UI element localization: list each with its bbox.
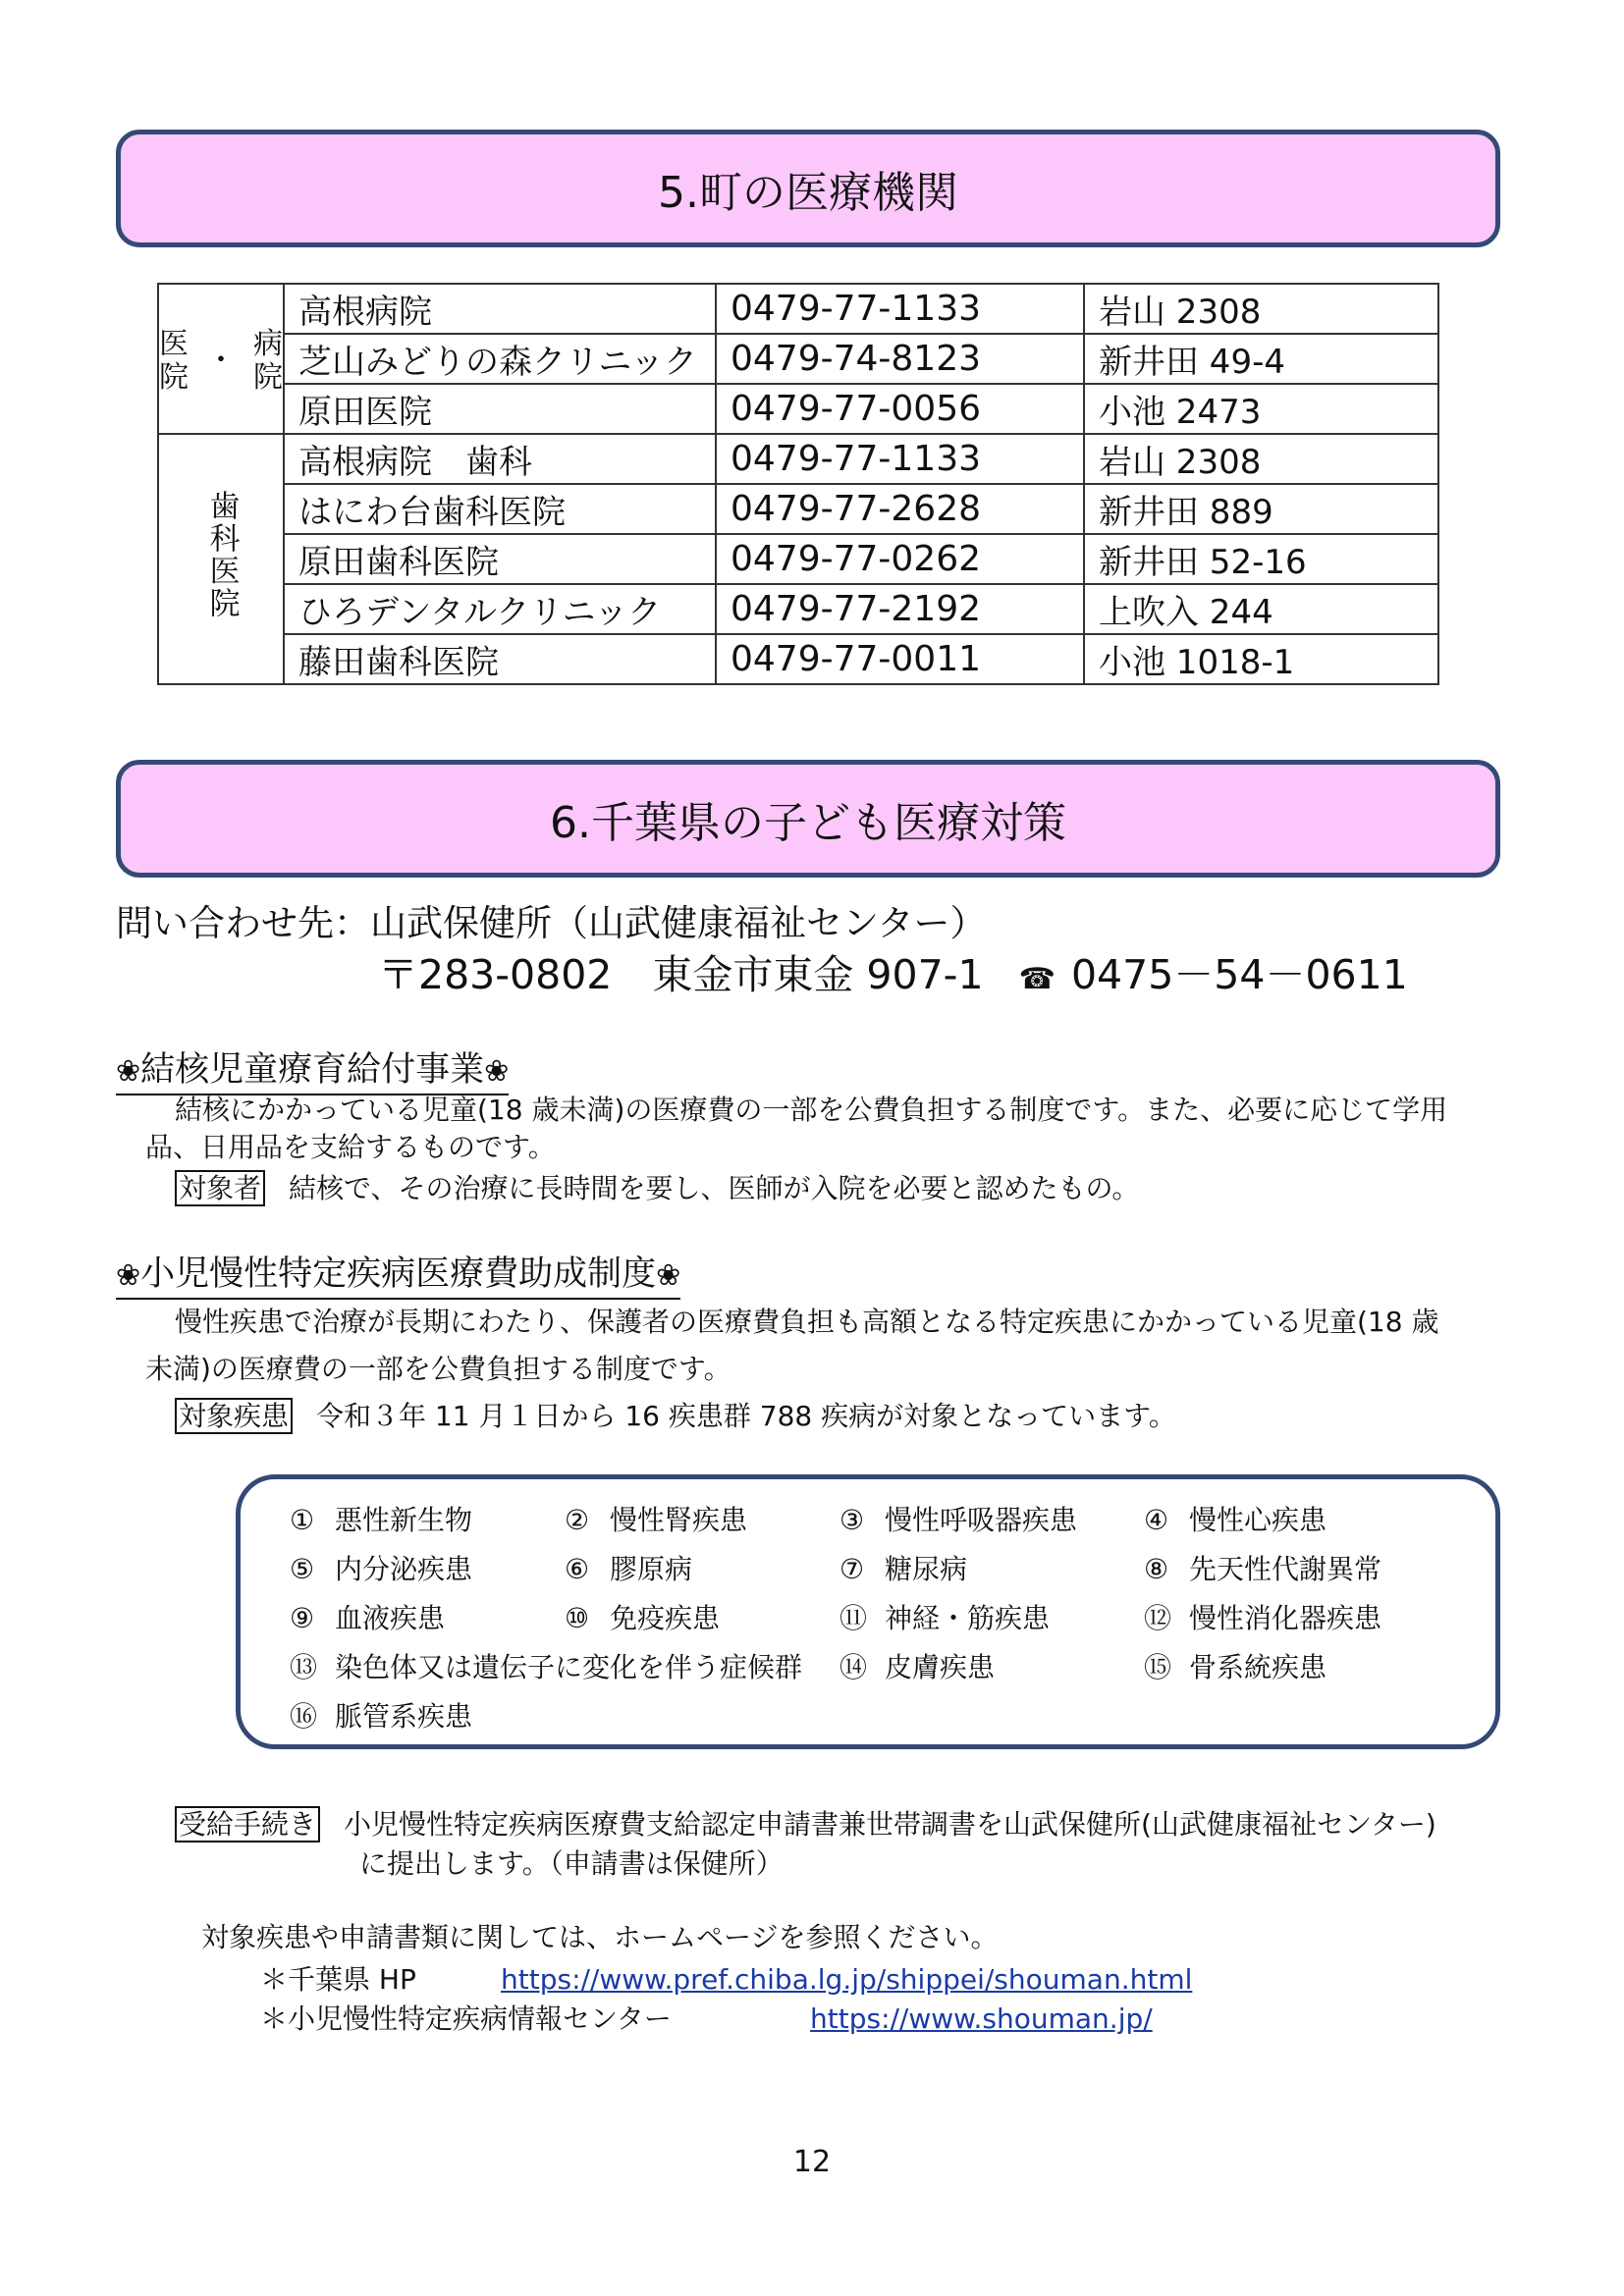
clinic-phone: 0479-77-2192 bbox=[716, 584, 1084, 634]
disease-name: 神経・筋疾患 bbox=[885, 1602, 1051, 1634]
clinic-address: 新井田 889 bbox=[1084, 484, 1438, 534]
contact-address-line bbox=[378, 942, 1408, 1000]
disease-number: ⑧ bbox=[1144, 1553, 1169, 1585]
disease-group bbox=[290, 1499, 565, 1548]
disease-group bbox=[565, 1597, 839, 1646]
clinic-name: 原田医院 bbox=[284, 384, 716, 434]
clinic-name: 芝山みどりの森クリニック bbox=[284, 334, 716, 384]
link-label: ＊千葉県 HP bbox=[260, 1963, 416, 1996]
flower-icon: ❀ bbox=[656, 1258, 681, 1293]
disease-number: ① bbox=[290, 1504, 315, 1536]
clinic-address: 上吹入 244 bbox=[1084, 584, 1438, 634]
category-char: 院 bbox=[253, 360, 283, 395]
disease-groups-list bbox=[290, 1499, 1438, 1744]
disease-name: 血液疾患 bbox=[335, 1602, 446, 1634]
shouman-link[interactable]: https://www.shouman.jp/ bbox=[810, 2002, 1153, 2035]
disease-number: ⑦ bbox=[839, 1553, 865, 1585]
flower-icon: ❀ bbox=[116, 1258, 141, 1293]
tuberculosis-program-title-text: 結核児童療育給付事業 bbox=[140, 1050, 485, 1090]
clinic-phone: 0479-77-0011 bbox=[716, 634, 1084, 684]
table-row bbox=[158, 434, 1438, 484]
disease-group bbox=[1144, 1499, 1438, 1548]
disease-number: ⑤ bbox=[290, 1553, 315, 1585]
disease-group bbox=[839, 1597, 1144, 1646]
disease-name: 慢性消化器疾患 bbox=[1189, 1602, 1382, 1634]
disease-number: ⑭ bbox=[839, 1651, 868, 1683]
clinic-address: 小池 2473 bbox=[1084, 384, 1438, 434]
disease-group bbox=[1144, 1646, 1438, 1695]
tuberculosis-desc-1: 結核にかかっている児童(18 歳未満)の医療費の一部を公費負担する制度です。また、必要に応じて学用 bbox=[175, 1094, 1448, 1126]
disease-name: 慢性心疾患 bbox=[1189, 1504, 1327, 1536]
table-row bbox=[158, 334, 1438, 384]
clinic-phone: 0479-77-1133 bbox=[716, 284, 1084, 334]
tuberculosis-target bbox=[175, 1170, 1139, 1207]
clinic-phone: 0479-77-2628 bbox=[716, 484, 1084, 534]
section-6-heading bbox=[116, 760, 1500, 878]
disease-name: 皮膚疾患 bbox=[885, 1651, 996, 1683]
section-5-heading bbox=[116, 130, 1500, 247]
disease-name: 慢性呼吸器疾患 bbox=[885, 1504, 1078, 1536]
clinic-address: 小池 1018-1 bbox=[1084, 634, 1438, 684]
disease-name: 骨系統疾患 bbox=[1189, 1651, 1327, 1683]
procedure-line-2: に提出します。（申請書は保健所） bbox=[359, 1847, 784, 1880]
chronic-desc-1: 慢性疾患で治療が長期にわたり、保護者の医療費負担も高額となる特定疾患にかかっている児童(18 歳 bbox=[175, 1306, 1439, 1338]
disease-number: ⑬ bbox=[290, 1651, 318, 1683]
category-hospital bbox=[158, 284, 284, 434]
disease-name: 染色体又は遺伝子に変化を伴う症候群 bbox=[335, 1651, 803, 1683]
contact-line: 問い合わせ先：山武保健所（山武健康福祉センター） bbox=[116, 902, 987, 944]
clinic-name: 高根病院 bbox=[284, 284, 716, 334]
disease-number: ⑫ bbox=[1144, 1602, 1172, 1634]
disease-number: ③ bbox=[839, 1504, 865, 1536]
postal-address: 〒283-0802 東金市東金 907-1 bbox=[378, 951, 984, 998]
flower-icon: ❀ bbox=[484, 1054, 510, 1089]
procedure-line-1 bbox=[175, 1806, 1436, 1843]
target-text: 令和３年 11 月１日から 16 疾患群 788 疾病が対象となっています。 bbox=[316, 1400, 1176, 1432]
disease-number: ⑨ bbox=[290, 1602, 315, 1634]
table-row bbox=[158, 284, 1438, 334]
clinic-phone: 0479-74-8123 bbox=[716, 334, 1084, 384]
clinic-phone: 0479-77-0056 bbox=[716, 384, 1084, 434]
clinic-phone: 0479-77-0262 bbox=[716, 534, 1084, 584]
clinic-phone: 0479-77-1133 bbox=[716, 434, 1084, 484]
disease-group bbox=[839, 1646, 1144, 1695]
clinic-address: 岩山 2308 bbox=[1084, 284, 1438, 334]
target-text: 結核で、その治療に長時間を要し、医師が入院を必要と認めたもの。 bbox=[289, 1172, 1140, 1204]
tuberculosis-desc-2: 品、日用品を支給するものです。 bbox=[145, 1131, 556, 1163]
disease-group bbox=[839, 1499, 1144, 1548]
category-char: 院 bbox=[159, 360, 189, 395]
table-row bbox=[158, 484, 1438, 534]
disease-name: 内分泌疾患 bbox=[335, 1553, 473, 1585]
link-label: ＊小児慢性特定疾病情報センター bbox=[260, 2002, 672, 2035]
section-6-title: 6.千葉県の子ども医療対策 bbox=[550, 798, 1066, 848]
clinic-name: 藤田歯科医院 bbox=[284, 634, 716, 684]
disease-number: ② bbox=[565, 1504, 590, 1536]
clinic-name: ひろデンタルクリニック bbox=[284, 584, 716, 634]
clinic-address: 岩山 2308 bbox=[1084, 434, 1438, 484]
disease-name: 慢性腎疾患 bbox=[610, 1504, 748, 1536]
table-row bbox=[158, 384, 1438, 434]
table-row bbox=[158, 634, 1438, 684]
phone-icon: ☎ bbox=[1018, 962, 1056, 996]
clinic-name: 高根病院 歯科 bbox=[284, 434, 716, 484]
disease-groups-box bbox=[236, 1474, 1500, 1749]
table-row bbox=[158, 584, 1438, 634]
target-label: 対象疾患 bbox=[175, 1398, 293, 1434]
disease-number: ④ bbox=[1144, 1504, 1169, 1536]
link-row bbox=[260, 1998, 1153, 2037]
section-5-title: 5.町の医療機関 bbox=[658, 168, 958, 218]
category-dot: ・ bbox=[206, 344, 236, 379]
disease-group bbox=[1144, 1597, 1438, 1646]
chronic-program-title-text: 小児慢性特定疾病医療費助成制度 bbox=[140, 1255, 657, 1294]
link-row bbox=[260, 1958, 1192, 1998]
chronic-program-title bbox=[116, 1247, 680, 1300]
clinic-address: 新井田 52-16 bbox=[1084, 534, 1438, 584]
medical-institutions-table bbox=[157, 283, 1439, 685]
disease-group bbox=[290, 1695, 565, 1744]
disease-name: 糖尿病 bbox=[885, 1553, 968, 1585]
chronic-desc-2: 未満)の医療費の一部を公費負担する制度です。 bbox=[145, 1353, 731, 1385]
disease-group bbox=[290, 1646, 839, 1695]
disease-group bbox=[839, 1548, 1144, 1597]
flower-icon: ❀ bbox=[116, 1054, 141, 1089]
chronic-target bbox=[175, 1398, 1176, 1435]
category-char: 病 bbox=[253, 327, 283, 362]
clinic-name: はにわ台歯科医院 bbox=[284, 484, 716, 534]
category-dental-label: 歯科医院 bbox=[203, 490, 240, 619]
disease-name: 膠原病 bbox=[610, 1553, 693, 1585]
disease-group bbox=[1144, 1548, 1438, 1597]
disease-name: 免疫疾患 bbox=[610, 1602, 721, 1634]
category-char: 医 bbox=[159, 327, 189, 362]
category-dental bbox=[158, 434, 284, 684]
disease-number: ⑯ bbox=[290, 1700, 318, 1733]
target-label: 対象者 bbox=[175, 1170, 265, 1206]
disease-group bbox=[290, 1597, 565, 1646]
disease-name: 脈管系疾患 bbox=[335, 1700, 473, 1733]
contact-phone: 0475－54－0611 bbox=[1070, 951, 1408, 998]
disease-name: 悪性新生物 bbox=[335, 1504, 473, 1536]
disease-group bbox=[565, 1548, 839, 1597]
clinic-name: 原田歯科医院 bbox=[284, 534, 716, 584]
procedure-text-1: 小児慢性特定疾病医療費支給認定申請書兼世帯調書を山武保健所(山武健康福祉センター) bbox=[344, 1808, 1436, 1841]
disease-number: ⑥ bbox=[565, 1553, 590, 1585]
disease-group bbox=[290, 1548, 565, 1597]
reference-note: 対象疾患や申請書類に関しては、ホームページを参照ください。 bbox=[201, 1921, 999, 1953]
disease-group bbox=[565, 1499, 839, 1548]
disease-number: ⑩ bbox=[565, 1602, 590, 1634]
clinic-address: 新井田 49-4 bbox=[1084, 334, 1438, 384]
page-number: 12 bbox=[792, 2145, 832, 2179]
tuberculosis-program-title bbox=[116, 1042, 509, 1095]
procedure-label: 受給手続き bbox=[175, 1806, 320, 1842]
chiba-hp-link[interactable]: https://www.pref.chiba.lg.jp/shippei/shouman.html bbox=[501, 1963, 1193, 1996]
disease-number: ⑮ bbox=[1144, 1651, 1172, 1683]
disease-name: 先天性代謝異常 bbox=[1189, 1553, 1382, 1585]
table-row bbox=[158, 534, 1438, 584]
disease-number: ⑪ bbox=[839, 1602, 868, 1634]
